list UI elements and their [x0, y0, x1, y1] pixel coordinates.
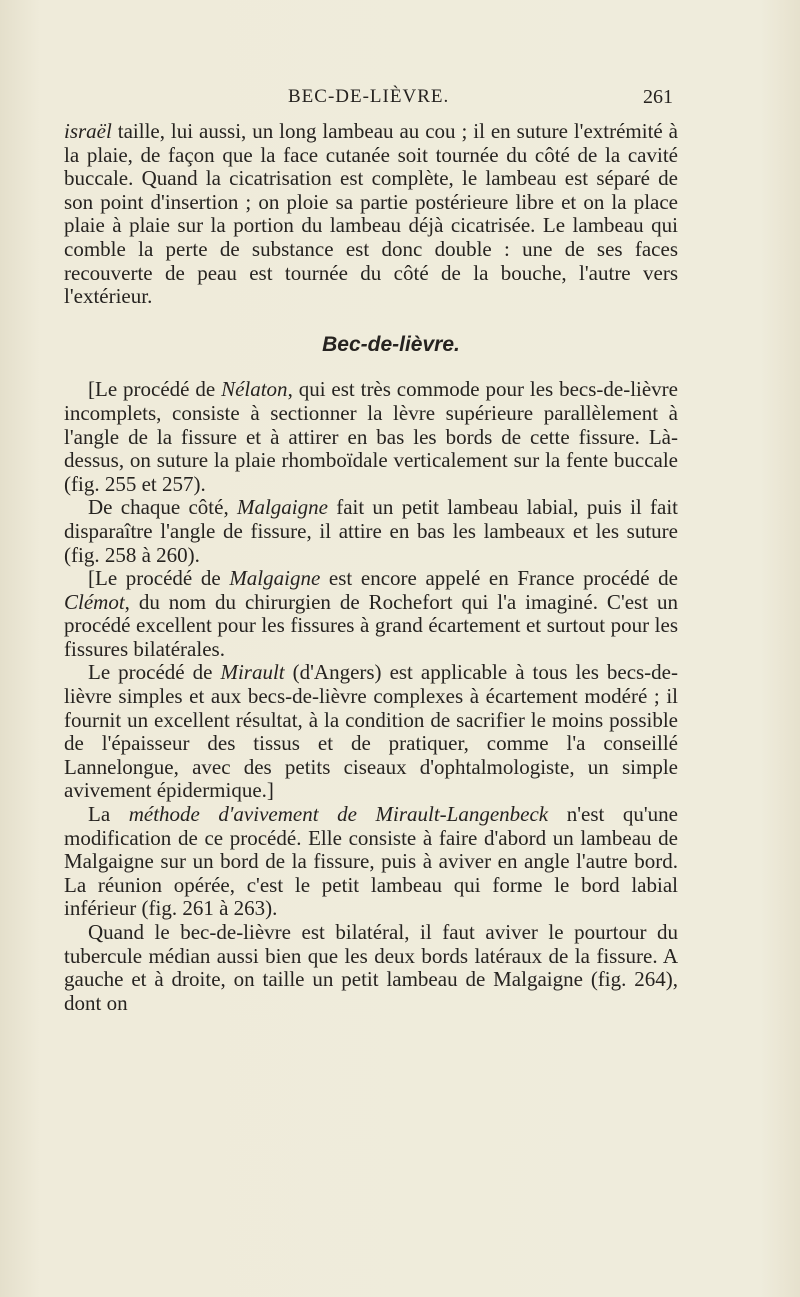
paragraph — [64, 378, 678, 496]
paragraph — [64, 661, 678, 803]
text-run: taille, lui aussi, un long lambeau au cou ; il en suture l'extrémité à la plaie, de façon que la face cutanée soit tournée du côté de la cavité buccale. Quand la cicatrisation est complète, le lambeau est séparé de son point d'insertion ; on ploie sa partie postérieure libre et on la place plaie à plaie sur la portion du lambeau déjà cicatrisée. Le lambeau qui comble la perte de substance est donc double : une de ses faces recouverte de peau est tournée du côté de la bouche, l'autre vers l'extérieur. — [64, 119, 678, 309]
running-title: BEC-DE-LIÈVRE. — [288, 86, 450, 107]
italic-text: israël — [64, 119, 112, 143]
italic-text: Nélaton — [221, 377, 288, 402]
text-run: , du nom du chirurgien de Rochefort qui l'a imaginé. C'est un procédé excellent pour les fissures à grand écartement et surtout pour les fissures bilatérales. — [64, 589, 678, 661]
italic-text: Mirault — [220, 660, 285, 685]
text-run: La — [88, 802, 129, 827]
text-run: Quand le bec-de-lièvre est bilatéral, il faut aviver le pourtour du tubercule médian aussi bien que les deux bords latéraux de la fissure. A gauche et à droite, on taille un petit lambeau de Malgaigne (fig. 264), dont on — [64, 920, 678, 1015]
paragraph — [64, 120, 678, 309]
text-run: Le procédé de — [88, 660, 221, 685]
text-run: n'est qu'une modification de ce procédé. Elle consiste à faire d'abord un lambeau de Malgaigne sur un bord de la fissure, puis à aviver en angle l'autre bord. La réunion opérée, c'est le petit lambeau qui forme le bord labial inférieur (fig. 261 à 263). — [64, 802, 678, 921]
section-heading: Bec-de-lièvre. — [322, 332, 460, 356]
body-text — [64, 120, 678, 1015]
paragraph — [64, 567, 678, 661]
text-run: [Le procédé de — [88, 566, 230, 591]
text-run: [Le procédé de — [88, 377, 222, 402]
text-run: De chaque côté, — [88, 495, 237, 520]
paragraph — [64, 496, 678, 567]
italic-text: Malgaigne — [236, 495, 328, 520]
italic-text: méthode d'avivement de Mirault-Langenbeck — [128, 802, 549, 827]
page-number: 261 — [643, 86, 673, 108]
paragraph — [64, 803, 678, 921]
paragraph — [64, 921, 678, 1015]
text-run: (d'Angers) est applicable à tous les becs-de-lièvre simples et aux becs-de-lièvre complexes à écartement modéré ; il fournit un excellent résultat, à la condition de sacrifier le moins possible de l'épaisseur des tissus et de pratiquer, comme l'a conseillé Lannelongue, avec des petits ciseaux d'ophtalmologiste, un simple avivement épidermique.] — [64, 660, 678, 803]
text-run: est encore appelé en France procédé de — [320, 566, 679, 591]
page-header — [0, 86, 800, 114]
text-run: fait un petit lambeau labial, puis il fait disparaître l'angle de fissure, il attire en bas les lambeaux et les suture (fig. 258 à 260). — [64, 495, 678, 567]
italic-text: Malgaigne — [229, 566, 321, 591]
text-run: , qui est très commode pour les becs-de-lièvre incomplets, consiste à sectionner la lèvre supérieure parallèlement à l'angle de la fissure et à attirer en bas les bords de cette fissure. Là-dessus, on suture la plaie rhomboïdale verticalement sur la fente buccale (fig. 255 et 257). — [64, 377, 678, 496]
italic-text: Clémot — [64, 589, 125, 614]
